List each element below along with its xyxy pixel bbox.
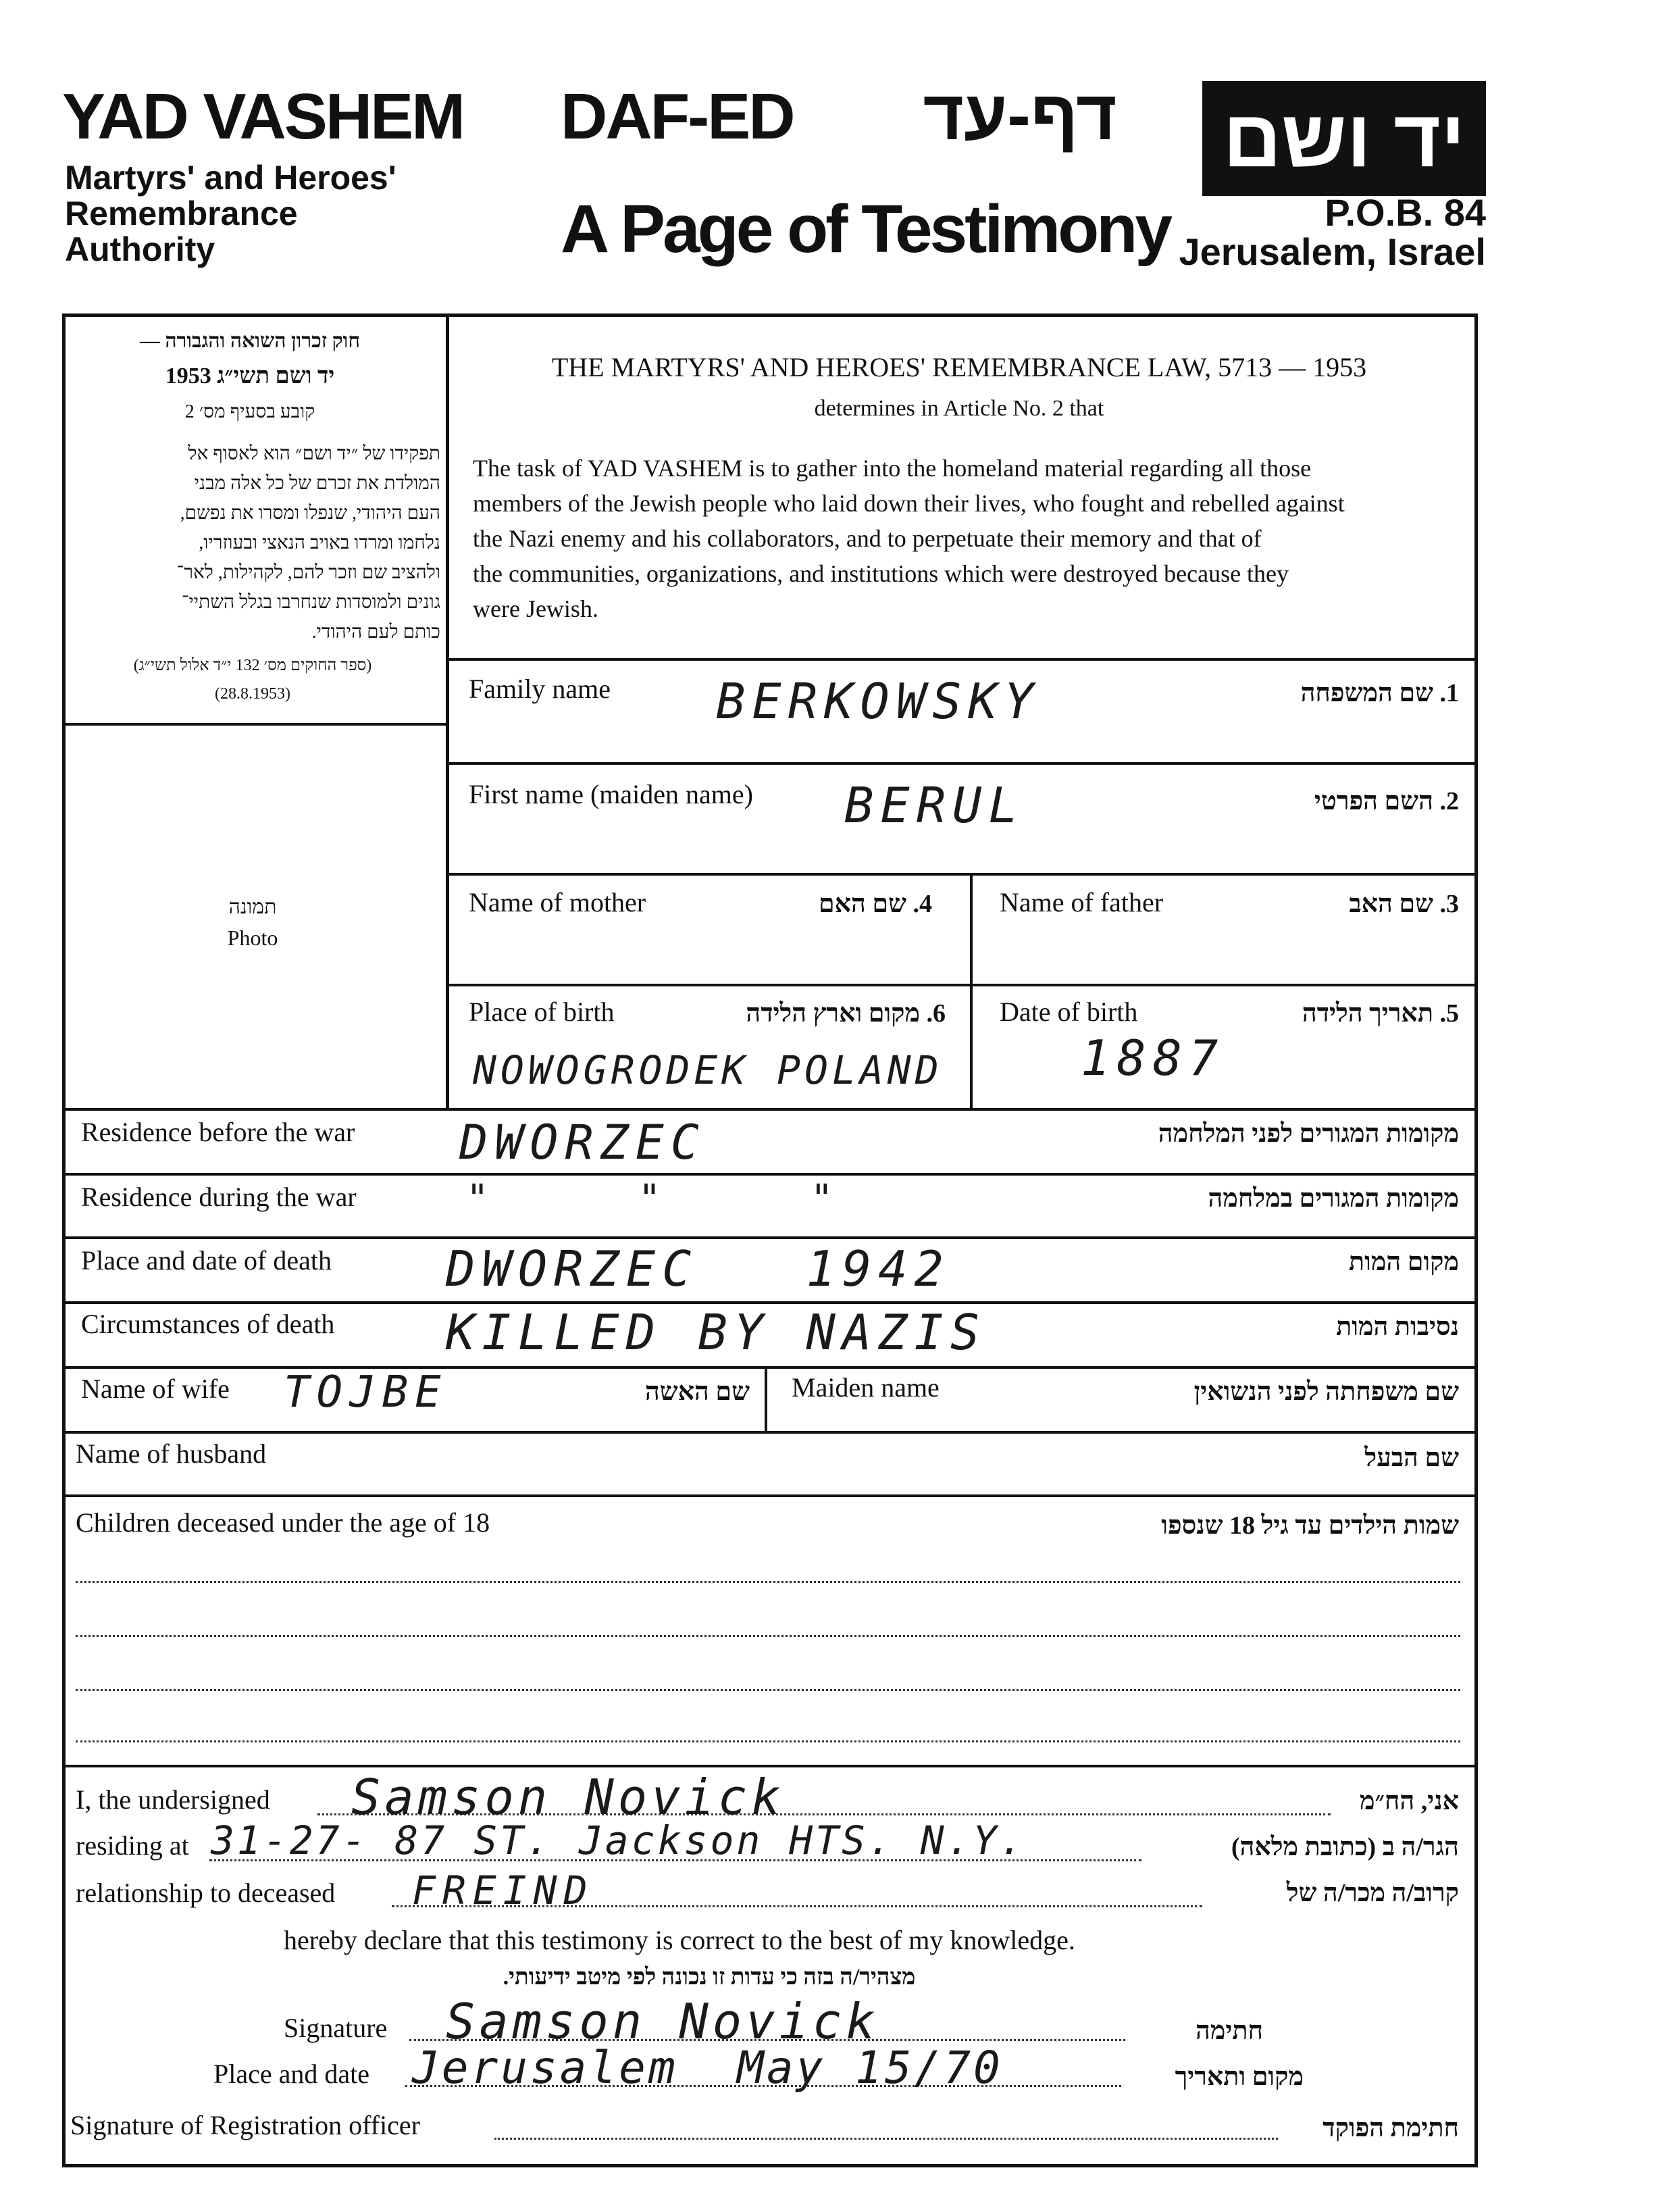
maiden-name-label: Maiden name bbox=[792, 1372, 940, 1403]
law-english-line: members of the Jewish people who laid down their lives, who fought and rebelled against bbox=[473, 490, 1345, 517]
relationship-value[interactable]: FREIND bbox=[412, 1867, 594, 1913]
residing-value[interactable]: 31-27- 87 ST. Jackson HTS. N.Y. bbox=[211, 1817, 1026, 1863]
row-divider bbox=[446, 984, 1478, 986]
law-hebrew-title: חוק זכרון השואה והגבורה — bbox=[139, 330, 361, 352]
daf-ed-hebrew: דף-עד bbox=[923, 76, 1117, 155]
org-subtitle-1: Martyrs' and Heroes' bbox=[65, 159, 396, 197]
yad-vashem-logo: יד ושם bbox=[1202, 81, 1486, 196]
row-divider bbox=[62, 1236, 1478, 1239]
law-hebrew-article: קובע בסעיף מס׳ 2 bbox=[184, 401, 315, 422]
birth-place-hebrew: 6. מקום וארץ הלידה bbox=[746, 999, 946, 1028]
residence-during-label: Residence during the war bbox=[81, 1182, 357, 1212]
law-hebrew-date: (28.8.1953) bbox=[215, 685, 290, 703]
registration-officer-line[interactable] bbox=[494, 2138, 1278, 2140]
children-line-2[interactable] bbox=[76, 1635, 1460, 1637]
undersigned-value[interactable]: Samson Novick bbox=[351, 1769, 785, 1826]
residence-during-hebrew: מקומות המגורים במלחמה bbox=[1208, 1184, 1459, 1213]
father-label: Name of father bbox=[1000, 887, 1164, 918]
law-hebrew-line: תפקידו של ״יד ושם״ הוא לאסוף אל bbox=[188, 443, 440, 464]
org-subtitle-2: Remembrance bbox=[65, 195, 298, 232]
death-circumstances-label: Circumstances of death bbox=[81, 1309, 335, 1339]
signature-value[interactable]: Samson Novick bbox=[446, 1993, 879, 2050]
law-hebrew-line: גונים ולמוסדות שנחרבו בגלל השתיי־ bbox=[181, 592, 440, 613]
residing-hebrew: הגר/ה ב (כתובת מלאה) bbox=[1231, 1833, 1459, 1861]
death-place-value[interactable]: DWORZEC 1942 bbox=[446, 1240, 950, 1297]
residence-before-hebrew: מקומות המגורים לפני המלחמה bbox=[1158, 1120, 1459, 1148]
children-line-1[interactable] bbox=[76, 1581, 1460, 1583]
declaration-statement-hebrew: מצהיר/ה בזה כי עדות זו נכונה לפי מיטב ידיעותי. bbox=[503, 1965, 916, 1990]
column-divider bbox=[765, 1366, 767, 1431]
pob-address: P.O.B. 84 bbox=[1325, 191, 1486, 234]
residence-before-label: Residence before the war bbox=[81, 1117, 355, 1147]
daf-ed-title: DAF-ED bbox=[561, 80, 794, 153]
husband-label: Name of husband bbox=[76, 1438, 267, 1469]
law-english-title: THE MARTYRS' AND HEROES' REMEMBRANCE LAW, 5713 — 1953 bbox=[551, 352, 1367, 382]
death-place-hebrew: מקום המות bbox=[1348, 1248, 1459, 1276]
law-hebrew-line: המולדת את זכרם של כל אלה מבני bbox=[194, 473, 440, 494]
row-divider bbox=[62, 1431, 1478, 1434]
birth-place-value[interactable]: NOWOGRODEK POLAND bbox=[473, 1047, 943, 1093]
wife-label: Name of wife bbox=[81, 1374, 230, 1404]
relationship-hebrew: קרוב/ה מכר/ה של bbox=[1286, 1879, 1459, 1907]
photo-label-hebrew: תמונה bbox=[228, 896, 277, 918]
mother-hebrew: 4. שם האם bbox=[818, 890, 932, 918]
law-hebrew-line: העם היהודי, שנפלו ומסרו את נפשם, bbox=[180, 503, 440, 524]
relationship-label: relationship to deceased bbox=[76, 1878, 336, 1908]
first-name-hebrew: 2. השם הפרטי bbox=[1314, 787, 1459, 815]
row-divider bbox=[62, 1765, 1478, 1767]
undersigned-label: I, the undersigned bbox=[76, 1784, 270, 1815]
city-address: Jerusalem, Israel bbox=[1179, 230, 1486, 273]
registration-officer-hebrew: חתימת הפוקד bbox=[1323, 2114, 1459, 2142]
place-date-hebrew: מקום ותאריך bbox=[1175, 2063, 1304, 2091]
law-english-subtitle: determines in Article No. 2 that bbox=[814, 396, 1104, 421]
residence-during-value[interactable]: " " " bbox=[466, 1177, 854, 1221]
wife-value[interactable]: TOJBE bbox=[284, 1367, 448, 1417]
law-hebrew-line: כותם לעם היהודי. bbox=[311, 622, 440, 643]
photo-column-divider bbox=[446, 313, 449, 1111]
birth-date-label: Date of birth bbox=[1000, 997, 1138, 1027]
residing-label: residing at bbox=[76, 1830, 189, 1861]
children-label: Children deceased under the age of 18 bbox=[76, 1507, 490, 1538]
column-divider bbox=[970, 873, 973, 1111]
first-name-label: First name (maiden name) bbox=[469, 779, 753, 809]
residence-before-value[interactable]: DWORZEC bbox=[459, 1115, 707, 1170]
law-english-line: were Jewish. bbox=[473, 595, 598, 622]
law-hebrew-line: נלחמו ומרדו באויב הנאצי ובעוזריו, bbox=[199, 532, 440, 553]
death-circumstances-hebrew: נסיבות המות bbox=[1336, 1313, 1459, 1341]
birth-date-value[interactable]: 1887 bbox=[1081, 1030, 1225, 1086]
row-divider bbox=[446, 873, 1478, 876]
family-name-value[interactable]: BERKOWSKY bbox=[716, 673, 1041, 730]
law-english-line: the communities, organizations, and institutions which were destroyed because they bbox=[473, 560, 1289, 587]
row-divider bbox=[62, 1366, 1478, 1369]
mother-label: Name of mother bbox=[469, 887, 646, 918]
family-name-label: Family name bbox=[469, 674, 611, 704]
children-hebrew: שמות הילדים עד גיל 18 שנספו bbox=[1161, 1511, 1459, 1540]
law-english-line: the Nazi enemy and his collaborators, and to perpetuate their memory and that of bbox=[473, 525, 1262, 552]
row-divider bbox=[446, 762, 1478, 765]
signature-hebrew: חתימה bbox=[1195, 2017, 1263, 2045]
row-divider bbox=[62, 1108, 1478, 1111]
org-subtitle-3: Authority bbox=[65, 230, 215, 268]
law-hebrew-year: יד ושם תשי״ג 1953 bbox=[165, 363, 335, 388]
place-date-label: Place and date bbox=[213, 2059, 369, 2089]
registration-officer-label: Signature of Registration officer bbox=[70, 2110, 421, 2140]
children-line-3[interactable] bbox=[76, 1689, 1460, 1691]
law-box-divider bbox=[62, 723, 447, 726]
page-title: A Page of Testimony bbox=[561, 191, 1170, 267]
birth-place-label: Place of birth bbox=[469, 997, 615, 1027]
first-name-value[interactable]: BERUL bbox=[844, 777, 1025, 834]
row-divider bbox=[62, 1173, 1478, 1176]
death-place-label: Place and date of death bbox=[81, 1245, 332, 1276]
org-title: YAD VASHEM bbox=[62, 80, 464, 153]
family-name-hebrew: 1. שם המשפחה bbox=[1300, 679, 1459, 707]
row-divider bbox=[446, 658, 1478, 661]
place-date-value[interactable]: Jerusalem May 15/70 bbox=[412, 2042, 1003, 2094]
death-circumstances-value[interactable]: KILLED BY NAZIS bbox=[446, 1304, 987, 1361]
declaration-statement: hereby declare that this testimony is correct to the best of my knowledge. bbox=[284, 1925, 1075, 1955]
children-line-4[interactable] bbox=[76, 1740, 1460, 1742]
husband-hebrew: שם הבעל bbox=[1364, 1444, 1459, 1472]
row-divider bbox=[62, 1494, 1478, 1497]
wife-hebrew: שם האשה bbox=[644, 1378, 750, 1406]
birth-date-hebrew: 5. תאריך הלידה bbox=[1302, 999, 1459, 1028]
law-hebrew-source: (ספר החוקים מס׳ 132 י״ד אלול תשי״ג) bbox=[133, 657, 372, 674]
signature-label: Signature bbox=[284, 2013, 388, 2043]
photo-label: Photo bbox=[227, 926, 278, 950]
law-english-line: The task of YAD VASHEM is to gather into the homeland material regarding all those bbox=[473, 455, 1312, 482]
father-hebrew: 3. שם האב bbox=[1349, 890, 1459, 918]
law-hebrew-line: ולהציב שם וזכר להם, לקהילות, לאר־ bbox=[176, 562, 440, 583]
maiden-name-hebrew: שם משפחתה לפני הנשואין bbox=[1193, 1378, 1459, 1406]
undersigned-hebrew: אני, הח״מ bbox=[1359, 1787, 1459, 1815]
